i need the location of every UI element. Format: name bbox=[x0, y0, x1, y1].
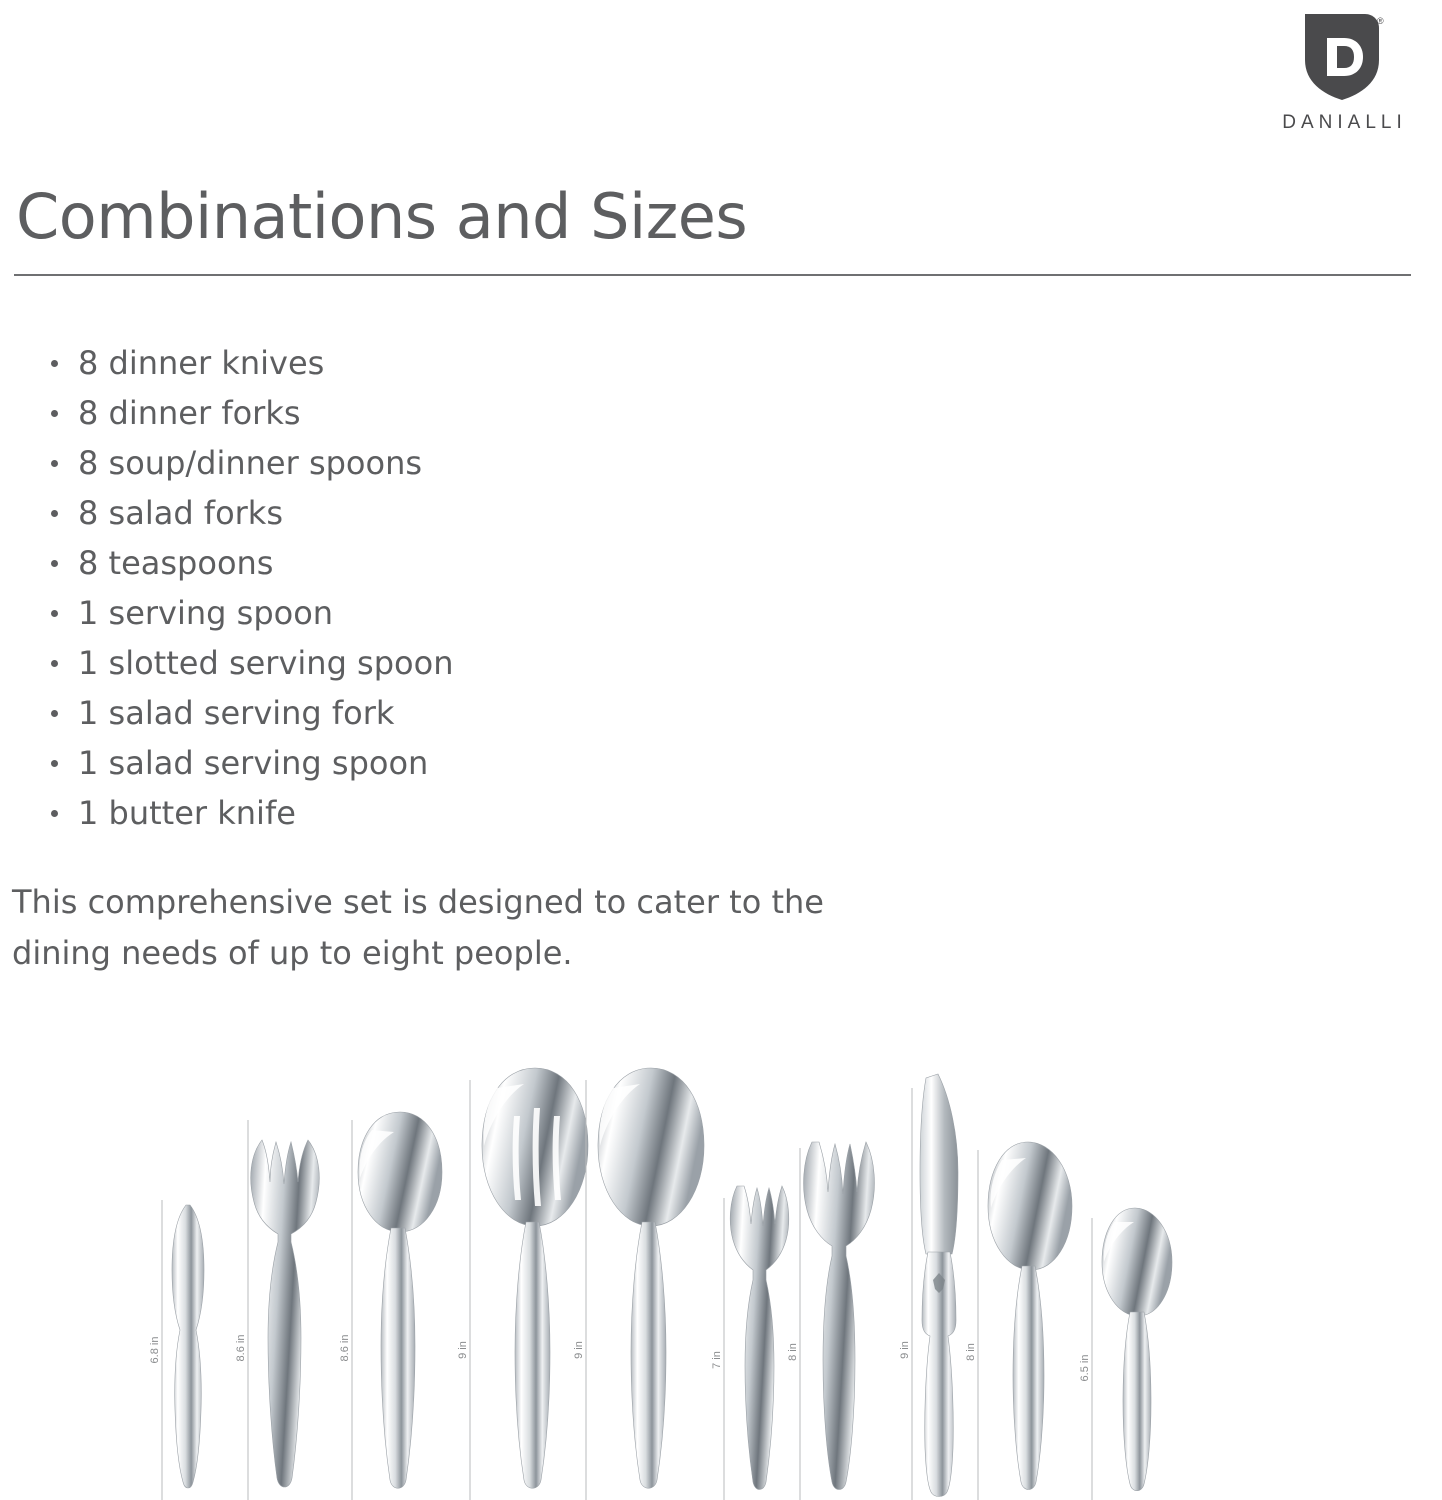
brand-name: DANIALLI bbox=[1282, 112, 1407, 133]
brand-logo bbox=[1252, 8, 1432, 134]
piece-slotted-serving-spoon bbox=[482, 1068, 588, 1488]
list-item bbox=[14, 538, 914, 588]
bullet-icon bbox=[51, 760, 58, 767]
piece-salad-serving-spoon bbox=[358, 1112, 442, 1488]
list-item bbox=[14, 388, 914, 438]
bullet-icon bbox=[51, 360, 58, 367]
piece-salad-fork bbox=[730, 1186, 789, 1490]
list-item-label: 1 salad serving spoon bbox=[78, 744, 429, 782]
list-item-label: 1 serving spoon bbox=[78, 594, 334, 632]
bullet-icon bbox=[51, 660, 58, 667]
size-label-butter-knife: 6.8 in bbox=[149, 1336, 161, 1364]
title-divider bbox=[14, 274, 1411, 276]
piece-teaspoon bbox=[1102, 1208, 1172, 1491]
size-label-serving-spoon: 9 in bbox=[573, 1341, 585, 1359]
bullet-icon bbox=[51, 710, 58, 717]
list-item bbox=[14, 688, 914, 738]
piece-butter-knife bbox=[172, 1205, 204, 1488]
bullet-icon bbox=[51, 560, 58, 567]
bullet-icon bbox=[51, 610, 58, 617]
size-label-slotted-serving-spoon: 9 in bbox=[457, 1341, 469, 1359]
size-label-soup-dinner-spoon: 8 in bbox=[965, 1343, 977, 1361]
spec-list bbox=[14, 338, 914, 838]
list-item-label: 8 dinner knives bbox=[78, 344, 325, 382]
list-item-label: 1 salad serving fork bbox=[78, 694, 395, 732]
list-item-label: 8 soup/dinner spoons bbox=[78, 444, 423, 482]
list-item-label: 1 slotted serving spoon bbox=[78, 644, 454, 682]
size-label-dinner-knife: 9 in bbox=[899, 1341, 911, 1359]
piece-soup-dinner-spoon bbox=[988, 1142, 1072, 1490]
list-item bbox=[14, 488, 914, 538]
list-item-label: 8 salad forks bbox=[78, 494, 283, 532]
size-label-salad-serving-spoon: 8.6 in bbox=[339, 1334, 351, 1362]
bullet-icon bbox=[51, 810, 58, 817]
piece-dinner-fork bbox=[804, 1142, 875, 1490]
list-item-label: 8 dinner forks bbox=[78, 394, 301, 432]
size-label-dinner-fork: 8 in bbox=[787, 1343, 799, 1361]
product-size-chart bbox=[0, 1030, 1442, 1500]
list-item bbox=[14, 738, 914, 788]
list-item bbox=[14, 788, 914, 838]
shield-d-logo-icon bbox=[1299, 8, 1385, 104]
list-item-label: 1 butter knife bbox=[78, 794, 296, 832]
bullet-icon bbox=[51, 410, 58, 417]
piece-serving-spoon bbox=[598, 1068, 704, 1488]
size-label-salad-serving-fork: 8.6 in bbox=[235, 1334, 247, 1362]
list-item bbox=[14, 638, 914, 688]
closing-paragraph: This comprehensive set is designed to cater to the dining needs of up to eight people. bbox=[12, 883, 824, 972]
bullet-icon bbox=[51, 460, 58, 467]
list-item-label: 8 teaspoons bbox=[78, 544, 274, 582]
cutlery-illustration bbox=[0, 1030, 1442, 1500]
list-item bbox=[14, 588, 914, 638]
bullet-icon bbox=[51, 510, 58, 517]
page-title: Combinations and Sizes bbox=[16, 179, 748, 253]
size-label-salad-fork: 7 in bbox=[711, 1351, 723, 1369]
list-item bbox=[14, 438, 914, 488]
registered-mark: ® bbox=[1377, 16, 1384, 26]
piece-salad-serving-fork bbox=[251, 1140, 320, 1487]
piece-dinner-knife bbox=[920, 1074, 958, 1497]
list-item bbox=[14, 338, 914, 388]
size-label-teaspoon: 6.5 in bbox=[1079, 1354, 1091, 1382]
